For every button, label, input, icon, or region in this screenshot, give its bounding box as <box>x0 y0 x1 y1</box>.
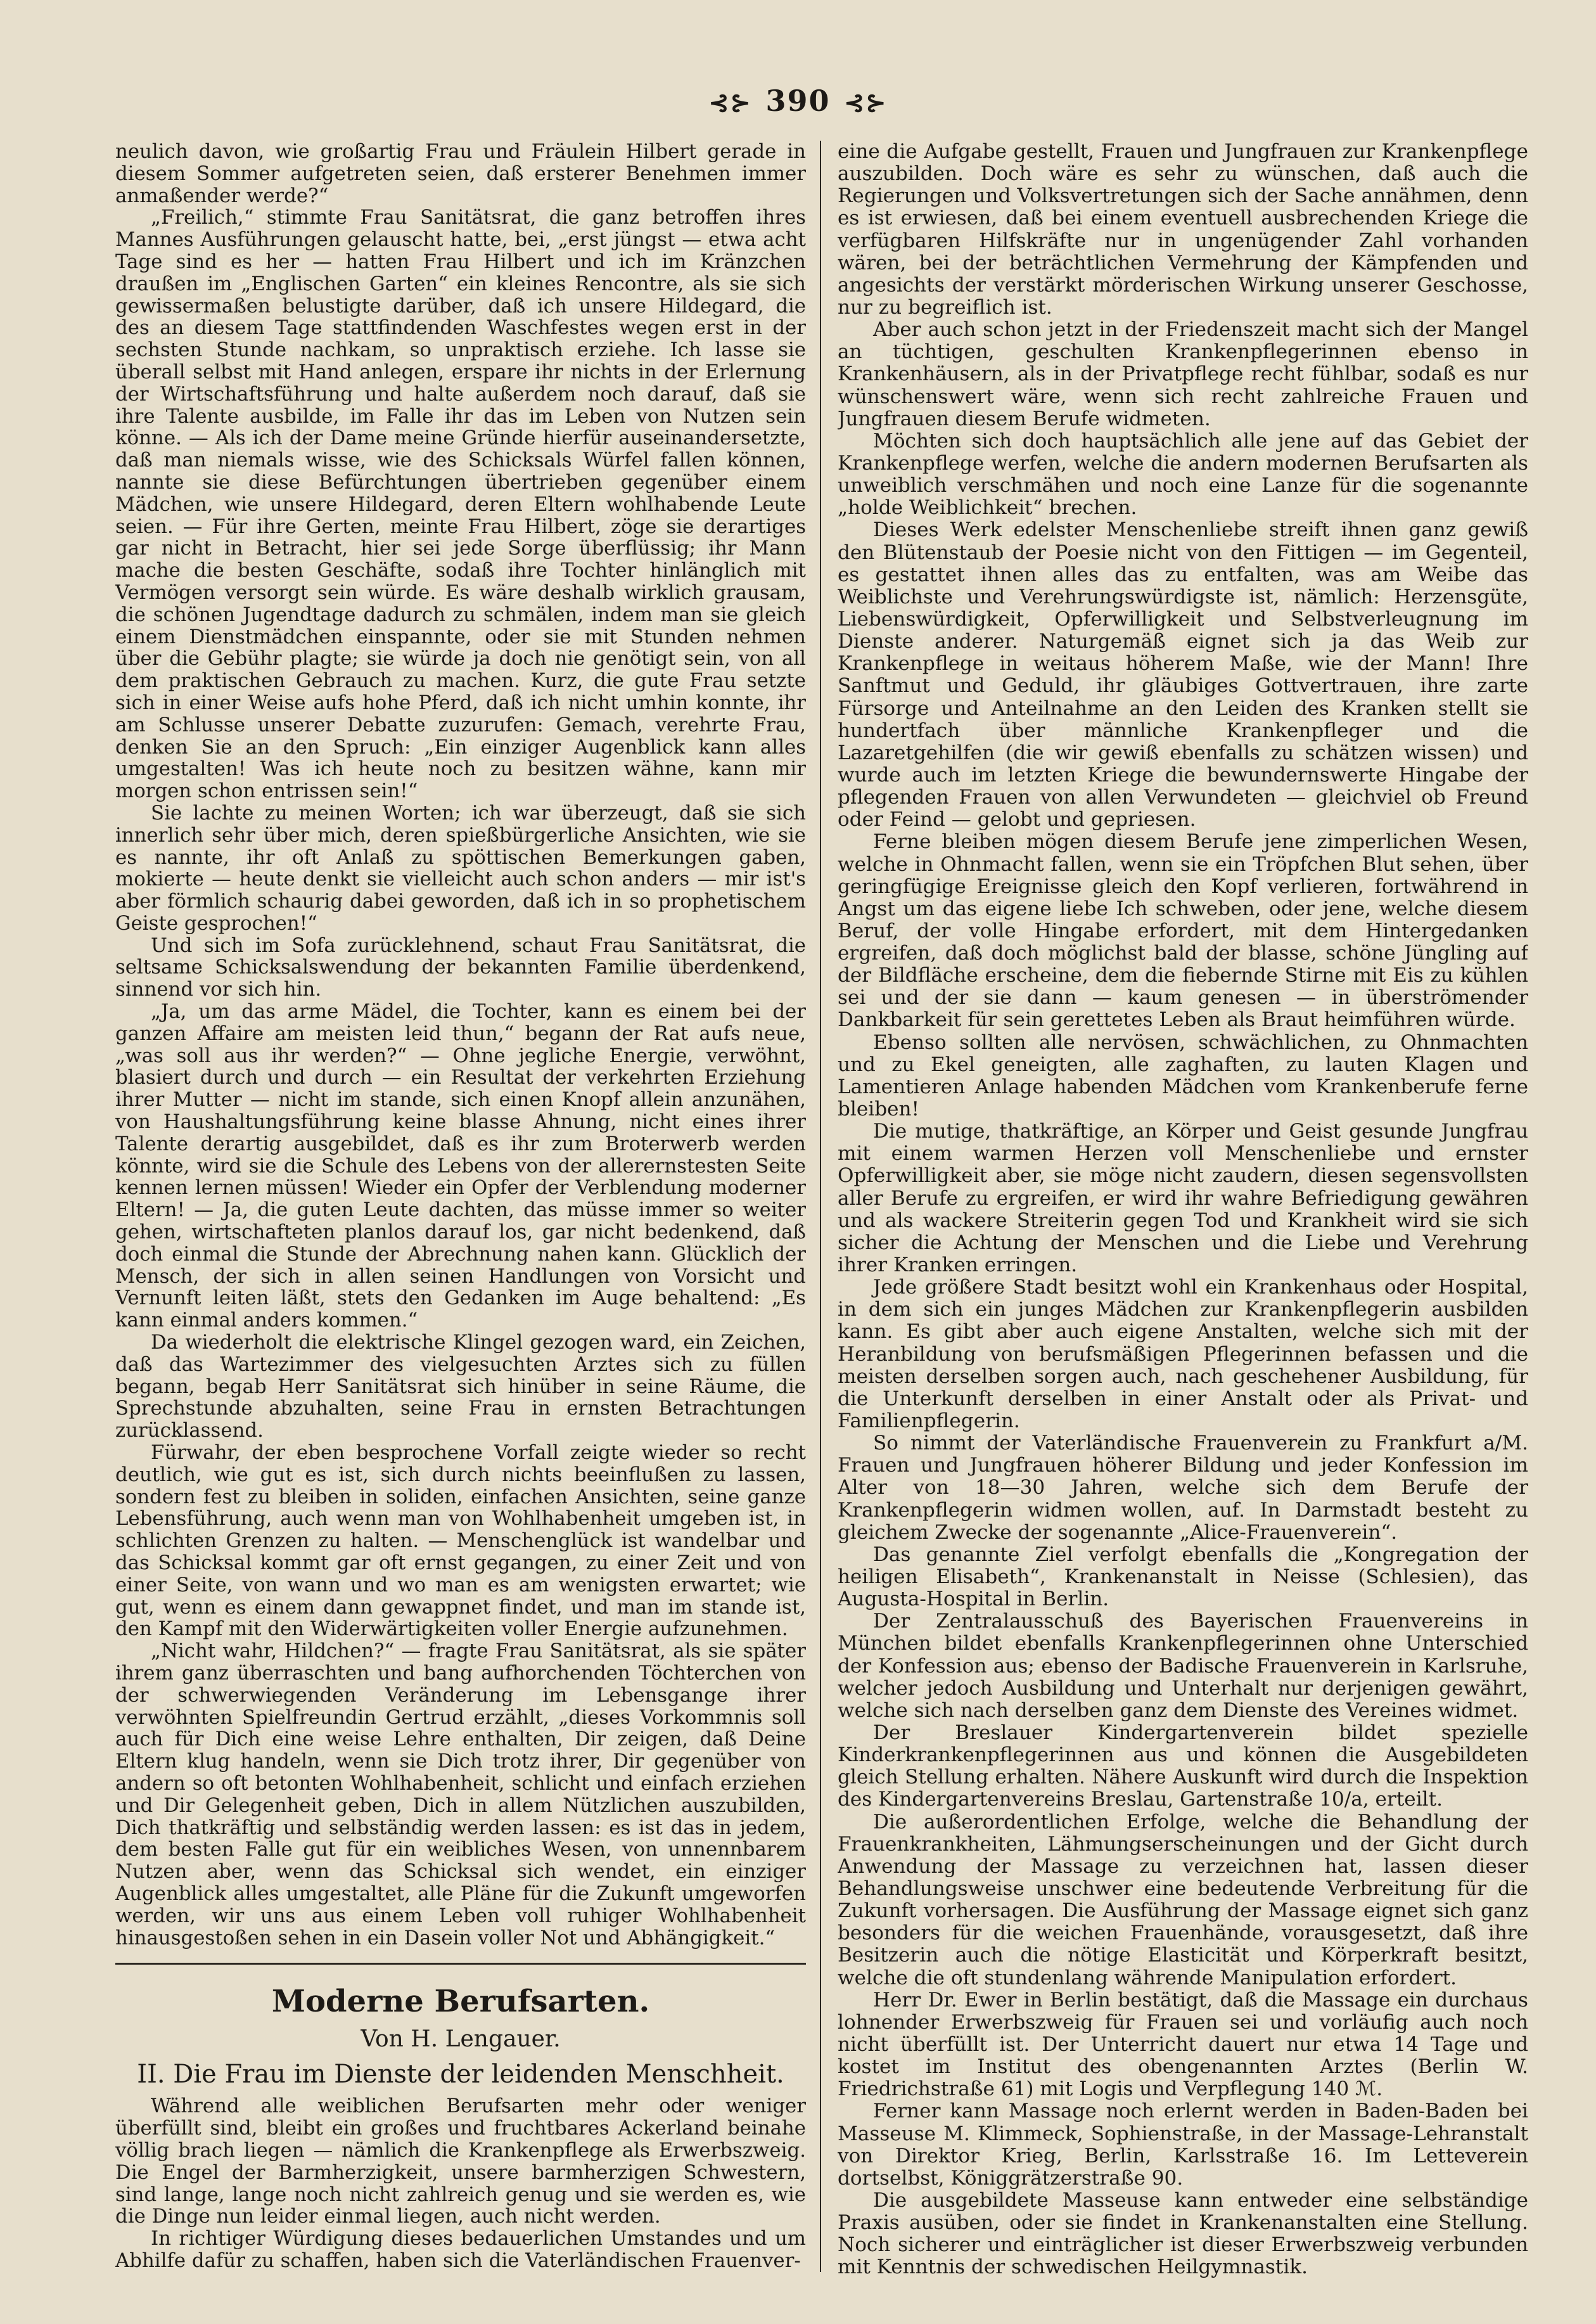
paragraph: „Ja, um das arme Mädel, die Tochter, kann es einem bei der ganzen Affaire am meisten leid thun,“ begann der Rat aufs neue, „was soll aus ihr werden?“ — Ohne jegliche Energie, verwöhnt, blasiert durch und durch — ein Resultat der verkehrten Erziehung ihrer Mutter — nicht im stande, sich einen Knopf allein anzunähen, von Haushaltungsführung keine blasse Ahnung, nicht eines ihrer Talente derartig ausgebildet, daß es ihr zum Broterwerb werden könnte, wird sie die Schule des Lebens von der allerernstesten Seite kennen lernen müssen! Wieder ein Opfer der Verblendung moderner Eltern! — Ja, die guten Leute dachten, das müsse immer so weiter gehen, wirtschafteten planlos darauf los, gar nicht bedenkend, daß doch einmal die Stunde der Abrechnung nahen kann. Glücklich der Mensch, der sich in allen seinen Handlungen von Vorsicht und Vernunft leiten läßt, stets den Gedanken im Auge behaltend: „Es kann einmal anders kommen.“ <box>115 1000 806 1332</box>
paragraph: Der Breslauer Kindergartenverein bildet spezielle Kinderkrankenpflegerinnen aus und können die Ausgebildeten gleich Stellung erhalten. Nähere Auskunft wird durch die Inspektion des Kindergartenvereins Breslau, Gartenstraße 10/a, erteilt. <box>838 1721 1528 1811</box>
section-author: Von H. Lengauer. <box>361 2026 561 2053</box>
page-number: 390 <box>765 84 831 118</box>
paragraph: Die mutige, thatkräftige, an Körper und Geist gesunde Jungfrau mit einem warmen Herzen voll Menschenliebe und ernster Opferwilligkeit aber, sie möge nicht zaudern, diesen segensvollsten aller Berufe zu ergreifen, er wird ihr wahre Befriedigung gewähren und als wackere Streiterin gegen Tod und Krankheit wird sie sich sicher die Achtung der Menschen und die Liebe und Verehrung ihrer Kranken erringen. <box>838 1120 1528 1277</box>
paragraph: Die außerordentlichen Erfolge, welche die Behandlung der Frauenkrankheiten, Lähmungserscheinungen und der Gicht durch Anwendung der Massage zu verzeichnen hat, lassen dieser Behandlungsweise unschwer eine bedeutende Verbreitung für die Zukunft vorhersagen. Die Ausführung der Massage eignet sich ganz besonders für die weichen Frauenhände, vorausgesetzt, daß ihre Besitzerin auch die nötige Elasticität und Körperkraft besitzt, welche die oft stundenlang währende Manipulation erfordert. <box>838 1810 1528 1989</box>
paragraph: Ebenso sollten alle nervösen, schwächlichen, zu Ohnmachten und zu Ekel geneigten, alle zaghaften, zu lauten Klagen und Lamentieren Anlage habenden Mädchen vom Krankenberufe ferne bleiben! <box>838 1030 1528 1121</box>
paragraph: „Nicht wahr, Hildchen?“ — fragte Frau Sanitätsrat, als sie später ihrem ganz überraschten und bang aufhorchenden Töchterchen von der schwerwiegenden Veränderung im Lebensgange ihrer verwöhnten Spielfreundin Gertrud erzählt, „dieses Vorkommnis soll auch für Dich eine weise Lehre enthalten, Dir zeigen, daß Deine Eltern klug handeln, wenn sie Dich trotz ihrer, Dir gegenüber von andern so oft betonten Wohlhabenheit, schlicht und einfach erziehen und Dir Gelegenheit geben, Dich in allem Nützlichen auszubilden, Dich thatkräftig und selbständig werden lassen: es ist das in jedem, dem besten Falle gut für ein weibliches Wesen, von unnennbarem Nutzen aber, wenn das Schicksal sich wendet, ein einziger Augenblick alles umgestaltet, alle Pläne für die Zukunft umgeworfen werden, wir uns aus einem Leben voll ruhiger Wohlhabenheit hinausgestoßen sehen in ein Dasein voller Not und Abhängigkeit.“ <box>115 1640 806 1949</box>
paragraph: Die ausgebildete Masseuse kann entweder eine selbständige Praxis ausüben, oder sie findet in Krankenanstalten eine Stellung. Noch sicherer und einträglicher ist dieser Erwerbszweig verbunden mit Kenntnis der schwedischen Heilgymnastik. <box>838 2188 1528 2279</box>
paragraph: eine die Aufgabe gestellt, Frauen und Jungfrauen zur Krankenpflege auszubilden. Doch wäre es sehr zu wünschen, daß auch die Regierungen und Volksvertretungen sich der Sache annähmen, denn es ist erwiesen, daß bei einem eventuell ausbrechenden Kriege die verfügbaren Hilfskräfte nur in ungenügender Zahl vorhanden wären, bei der beträchtlichen Vermehrung der Kämpfenden und angesichts der verstärkt mörderischen Wirkung unserer Geschosse, nur zu begreiflich ist. <box>838 141 1528 319</box>
section-subtitle: II. Die Frau im Dienste der leidenden Menschheit. <box>137 2060 784 2090</box>
paragraph: Während alle weiblichen Berufsarten mehr oder weniger überfüllt sind, bleibt ein großes und fruchtbares Ackerland beinahe völlig brach liegen — nämlich die Krankenpflege als Erwerbszweig. Die Engel der Barmherzigkeit, unsere barmherzigen Schwestern, sind lange, lange noch nicht zahlreich genug und sie werden es, wie die Dinge nun leider einmal liegen, auch nicht werden. <box>115 2095 806 2228</box>
page-number-header <box>0 84 1596 118</box>
paragraph: Und sich im Sofa zurücklehnend, schaut Frau Sanitätsrat, die seltsame Schicksalswendung der bekannten Familie überdenkend, sinnend vor sich hin. <box>115 934 806 1001</box>
right-ornament-icon: ⊰⊱ <box>844 88 888 117</box>
paragraph: neulich davon, wie großartig Frau und Fräulein Hilbert gerade in diesem Sommer aufgetreten seien, daß ersterer Benehmen immer anmaßender werde?“ <box>115 141 806 207</box>
section-rule <box>115 1963 806 1965</box>
left-ornament-icon: ⊰⊱ <box>708 88 752 117</box>
paragraph: Jede größere Stadt besitzt wohl ein Krankenhaus oder Hospital, in dem sich ein junges Mädchen zur Krankenpflegerin ausbilden kann. Es gibt aber auch eigene Anstalten, welche sich mit der Heranbildung von berufsmäßigen Pflegerinnen befassen und die meisten derselben sorgen auch, nach geschehener Ausbildung, für die Unterkunft derselben in einer Anstalt oder als Privat- und Familienpflegerin. <box>838 1276 1528 1433</box>
paragraph: „Freilich,“ stimmte Frau Sanitätsrat, die ganz betroffen ihres Mannes Ausführungen gelauscht hatte, bei, „erst jüngst — etwa acht Tage sind es her — hatten Frau Hilbert und ich im Kränzchen draußen im „Englischen Garten“ ein kleines Rencontre, als sie sich gewissermaßen belustigte darüber, daß ich unsere Hildegard, die des an diesem Tage stattfindenden Waschfestes wegen erst in der sechsten Stunde nachkam, so unpraktisch erziehe. Ich lasse sie überall selbst mit Hand anlegen, erspare ihr nichts in der Erlernung der Wirtschaftsführung und halte außerdem noch darauf, daß sie ihre Talente ausbilde, im Falle ihr das im Leben von Nutzen sein könne. — Als ich der Dame meine Gründe hierfür auseinandersetzte, daß man niemals wisse, wie des Schicksals Würfel fallen können, nannte sie diese Befürchtungen übertrieben gegenüber einem Mädchen, wie unsere Hildegard, deren Eltern wohlhabende Leute seien. — Für ihre Gerten, meinte Frau Hilbert, zöge sie derartiges gar nicht in Betracht, hier sei jede Sorge überflüssig; ihr Mann mache die besten Geschäfte, sodaß ihre Tochter hinlänglich mit Vermögen versorgt sein würde. Es wäre deshalb wirklich grausam, die schönen Jugendtage dadurch zu schmälen, indem man sie gleich einem Dienstmädchen einspannte, oder sie mit Stunden nehmen über die Gebühr plagte; sie würde ja doch nie genötigt sein, von all dem praktischen Gebrauch zu machen. Kurz, die gute Frau setzte sich in einer Weise aufs hohe Pferd, daß ich nicht umhin konnte, ihr am Schlusse unserer Debatte zuzurufen: Gemach, verehrte Frau, denken Sie an den Spruch: „Ein einziger Augenblick kann alles umgestalten! Was ich heute noch zu besitzen wähne, kann mir morgen schon entrissen sein!“ <box>115 206 806 803</box>
paragraph: Ferne bleiben mögen diesem Berufe jene zimperlichen Wesen, welche in Ohnmacht fallen, wenn sie ein Tröpfchen Blut sehen, über geringfügige Ereignisse gleich den Kopf verlieren, fortwährend in Angst um das eigene liebe Ich schweben, oder jene, welche diesem Beruf, der volle Hingabe erfordert, mit dem Hintergedanken ergreifen, daß doch möglichst bald der blasse, schöne Jüngling auf der Bildfläche erscheine, dem die fiebernde Stirne mit Eis zu kühlen sei und der sie dann — kaum genesen — in überströmender Dankbarkeit für sein gerettetes Leben als Braut heimführen würde. <box>838 830 1528 1032</box>
paragraph: Da wiederholt die elektrische Klingel gezogen ward, ein Zeichen, daß das Wartezimmer des vielgesuchten Arztes sich zu füllen begann, begab Herr Sanitätsrat sich hinüber in seine Räume, die Sprechstunde abzuhalten, seine Frau in ernsten Betrachtungen zurücklassend. <box>115 1331 806 1442</box>
paragraph: Möchten sich doch hauptsächlich alle jene auf das Gebiet der Krankenpflege werfen, welche die andern modernen Berufsarten als unweiblich verschmähen und noch eine Lanze für die sogenannte „holde Weiblichkeit“ brechen. <box>838 429 1528 520</box>
paragraph: Dieses Werk edelster Menschenliebe streift ihnen ganz gewiß den Blütenstaub der Poesie nicht von den Fittigen — im Gegenteil, es gestattet ihnen alles das zu entfalten, was am Weibe das Weiblichste und Verehrungswürdigste ist, nämlich: Herzensgüte, Liebenswürdigkeit, Opferwilligkeit und Selbstverleugnung im Dienste anderer. Naturgemäß eignet sich ja das Weib zur Krankenpflege in weitaus höherem Maße, wie der Mann! Ihre Sanftmut und Geduld, ihr gläubiges Gottvertrauen, ihre zarte Fürsorge und Anteilnahme an den Leiden des Kranken stellt sie hundertfach über männliche Krankenpfleger und die Lazaretgehilfen (die wir gewiß ebenfalls zu schätzen wissen) und wurde auch im letzten Kriege die bewundernswerte Hingabe der pflegenden Frauen von allen Verwundeten — gleichviel ob Freund oder Feind — gelobt und gepriesen. <box>838 518 1528 831</box>
paragraph: Herr Dr. Ewer in Berlin bestätigt, daß die Massage ein durchaus lohnender Erwerbszweig für Frauen sei und vorläufig auch noch nicht überfüllt ist. Der Unterricht dauert nur etwa 14 Tage und kostet im Institut des obengenannten Arztes (Berlin W. Friedrichstraße 61) mit Logis und Verpflegung 140 ℳ. <box>838 1988 1528 2101</box>
paragraph: Aber auch schon jetzt in der Friedenszeit macht sich der Mangel an tüchtigen, geschulten Krankenpflegerinnen ebenso in Krankenhäusern, als in der Privatpflege recht fühlbar, sodaß es nur wünschenswert wäre, wenn sich recht zahlreiche Frauen und Jungfrauen diesem Berufe widmeten. <box>838 318 1528 430</box>
paragraph: Sie lachte zu meinen Worten; ich war überzeugt, daß sie sich innerlich sehr über mich, deren spießbürgerliche Ansichten, wie sie es nannte, ihr oft Anlaß zu spöttischen Bemerkungen gaben, mokierte — heute denkt sie vielleicht auch schon anders — mir ist's aber förmlich schaurig dabei geworden, daß ich in so prophetischem Geiste gesprochen!“ <box>115 801 806 935</box>
left-column <box>115 141 806 2280</box>
paragraph: Ferner kann Massage noch erlernt werden in Baden-Baden bei Masseuse M. Klimmeck, Sophienstraße, in der Massage-Lehranstalt von Direktor Krieg, Berlin, Karlsstraße 16. Im Letteverein dortselbst, Königgrätzerstraße 90. <box>838 2100 1528 2190</box>
section-title: Moderne Berufsarten. <box>271 1984 650 2020</box>
paragraph: Fürwahr, der eben besprochene Vorfall zeigte wieder so recht deutlich, wie gut es ist, sich durch nichts beeinflußen zu lassen, sondern fest zu bleiben in soliden, einfachen Ansichten, seine ganze Lebensführung, auch wenn man von Wohlhabenheit umgeben ist, in schlichten Grenzen zu halten. — Menschenglück ist wandelbar und das Schicksal kommt gar oft ernst gegangen, zu einer Zeit und von einer Seite, von wann und wo man es am wenigsten erwartet; wie gut, wenn es einem dann gewappnet findet, und man im stande ist, den Kampf mit den Widerwärtigkeiten voller Energie aufzunehmen. <box>115 1441 806 1641</box>
paragraph: Der Zentralausschuß des Bayerischen Frauenvereins in München bildet ebenfalls Krankenpflegerinnen ohne Unterschied der Konfession aus; ebenso der Badische Frauenverein in Karlsruhe, welcher jedoch Ausbildung und Unterhalt nur derjenigen gewährt, welche sich nach derselben ganz dem Dienste des Vereines widmet. <box>838 1610 1528 1722</box>
right-column <box>838 141 1528 2280</box>
paragraph: In richtiger Würdigung dieses bedauerlichen Umstandes und um Abhilfe dafür zu schaffen, haben sich die Vaterländischen Frauenver- <box>115 2227 806 2272</box>
paragraph: So nimmt der Vaterländische Frauenverein zu Frankfurt a/M. Frauen und Jungfrauen höherer Bildung und jeder Konfession im Alter von 18—30 Jahren, welche sich dem Berufe der Krankenpflegerin widmen wollen, auf. In Darmstadt besteht zu gleichem Zwecke der sogenannte „Alice-Frauenverein“. <box>838 1432 1528 1544</box>
paragraph: Das genannte Ziel verfolgt ebenfalls die „Kongregation der heiligen Elisabeth“, Krankenanstalt in Neisse (Schlesien), das Augusta-Hospital in Berlin. <box>838 1543 1528 1611</box>
column-divider <box>820 141 821 2272</box>
